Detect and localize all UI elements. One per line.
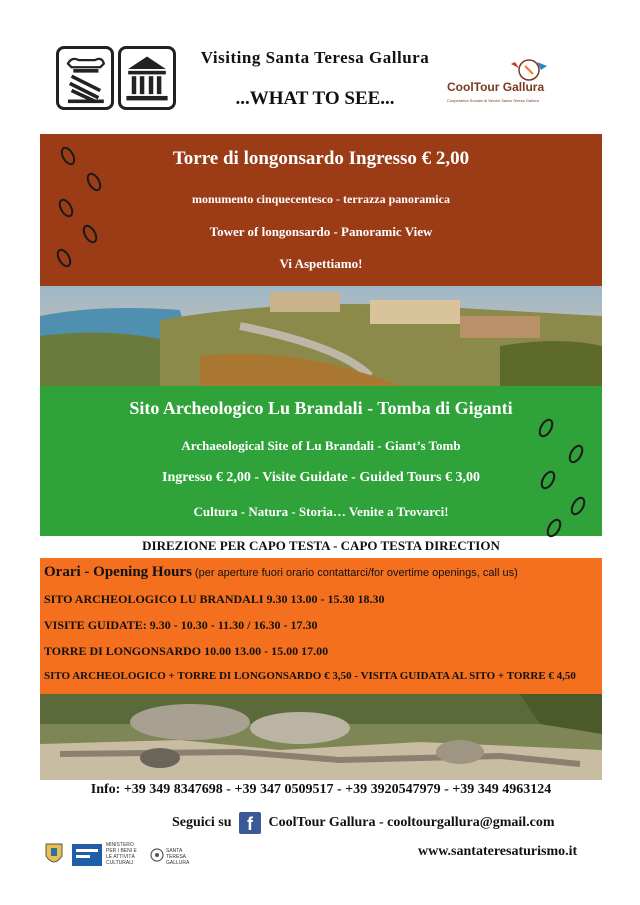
municipality-crest-icon <box>44 840 64 868</box>
poster-subtitle: ...WHAT TO SEE... <box>235 88 395 109</box>
social-follow <box>172 812 555 834</box>
archaeo-title: Sito Archeologico Lu Brandali - Tomba di Giganti <box>129 398 513 418</box>
longonsardo-photo <box>40 286 602 386</box>
tower-english: Tower of longonsardo - Panoramic View <box>209 224 433 239</box>
tower-section <box>40 134 602 286</box>
hours-row-brandali: SITO ARCHEOLOGICO LU BRANDALI 9.30 13.00 - 15.30 18.30 <box>44 592 385 606</box>
facebook-icon[interactable]: f <box>239 812 261 834</box>
archaeo-invite: Cultura - Natura - Storia… Venite a Trovarci! <box>193 504 449 519</box>
cooltour-logo <box>447 58 587 113</box>
archaeo-prices: Ingresso € 2,00 - Visite Guidate - Guided Tours € 3,00 <box>162 470 480 485</box>
logo-subtitle: Cooperativa Sociale di Servizi Santa Teresa Gallura <box>447 98 539 103</box>
hours-row-tower: TORRE DI LONGONSARDO 10.00 13.00 - 15.00 17.00 <box>44 644 329 658</box>
poster-header <box>0 0 640 130</box>
tower-title: Torre di longonsardo Ingresso € 2,00 <box>172 148 470 169</box>
mibac-logo-icon <box>72 844 102 866</box>
hours-row-combo-price: SITO ARCHEOLOGICO + TORRE DI LONGONSARDO € 3,50 - VISITA GUIDATA AL SITO + TORRE € 4,50 <box>44 670 576 682</box>
opening-hours-section <box>40 558 602 694</box>
website-link[interactable]: www.santateresaturismo.it <box>418 844 578 859</box>
logo-mark-icon <box>447 58 587 82</box>
logo-name: CoolTour Gallura <box>447 80 545 94</box>
museum-building-icon <box>118 46 176 110</box>
archaeo-english: Archaeological Site of Lu Brandali - Giant’s Tomb <box>181 438 461 453</box>
santa-teresa-logo-icon <box>150 848 164 862</box>
hours-heading <box>44 564 518 581</box>
archaeo-section <box>40 386 602 536</box>
sponsor-santa-teresa: SANTA TERESA GALLURA <box>166 848 190 866</box>
follow-label: Seguici su <box>172 815 232 831</box>
hours-note: (per aperture fuori orario contattarci/for overtime openings, call us) <box>194 567 518 579</box>
tower-invite: Vi Aspettiamo! <box>279 256 363 271</box>
capo-testa-direction: DIREZIONE PER CAPO TESTA - CAPO TESTA DIRECTION <box>142 538 500 553</box>
facebook-page-and-email[interactable]: CoolTour Gallura - cooltourgallura@gmail.com <box>268 815 555 831</box>
contact-phones: Info: +39 349 8347698 - +39 347 0509517 - +39 3920547979 - +39 349 4963124 <box>90 782 552 797</box>
sponsor-ministry: MINISTERO PER I BENI E LE ATTIVITÀ CULTURALI <box>106 842 137 866</box>
archaeo-site-photo <box>40 694 602 780</box>
hours-title: Orari - Opening Hours <box>44 564 192 580</box>
footprints-icon <box>48 142 118 272</box>
tower-description: monumento cinquecentesco - terrazza panoramica <box>192 192 450 206</box>
hours-row-guided: VISITE GUIDATE: 9.30 - 10.30 - 11.30 / 16.30 - 17.30 <box>44 618 318 632</box>
sponsor-logos <box>44 836 214 870</box>
poster-title: Visiting Santa Teresa Gallura <box>200 48 430 67</box>
footprints-icon <box>528 416 602 546</box>
column-monument-icon <box>56 46 114 110</box>
